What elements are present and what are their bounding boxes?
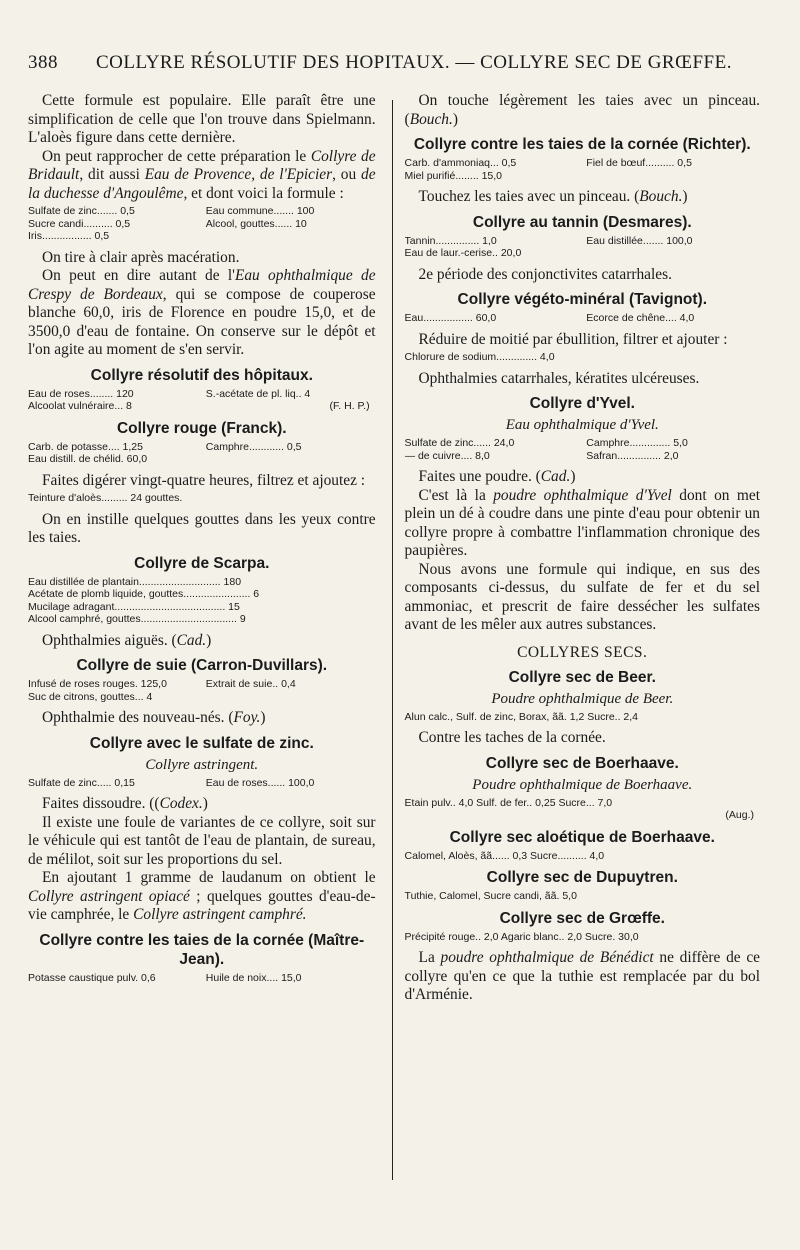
formula-tannin: Tannin............... 1,0 Eau distillée....... 100,0 Eau de laur.-cerise.. 20,0 bbox=[404, 234, 693, 259]
formula-resolutif: Eau de roses........ 120 S.-acétate de pl. liq.. 4 Alcoolat vulnéraire... 8 (F. H. P.) bbox=[28, 387, 370, 412]
section-heading: Collyre sec de Dupuytren. bbox=[486, 869, 678, 886]
subtitle: Eau ophthalmique d'Yvel. bbox=[505, 417, 659, 433]
paragraph: La poudre ophthalmique de Bénédict ne diffère de ce collyre qu'en ce que la tuthie est remplacée par du bol d'Arménie. bbox=[404, 949, 760, 1003]
section-heading: Collyre de suie (Carron-Duvillars). bbox=[76, 657, 328, 674]
formula-maitre-jean: Potasse caustique pulv. 0,6 Huile de noix.... 15,0 bbox=[28, 971, 302, 984]
paragraph: Ophthalmies catarrhales, kératites ulcéreuses. bbox=[418, 369, 700, 387]
formula-suie: Infusé de roses rouges. 125,0 Extrait de suie.. 0,4 Suc de citrons, gouttes... 4 bbox=[28, 678, 296, 703]
right-column bbox=[405, 92, 760, 1180]
formula-sulfate-zinc: Sulfate de zinc....... 0,5 Eau commune....... 100 Sucre candi.......... 0,5 Alcool, gouttes...... 10 Iris................. 0,5 bbox=[28, 205, 315, 242]
paragraph: Touchez les taies avec un pinceau. (Bouch.) bbox=[418, 188, 688, 205]
formula-scarpa: Eau distillée de plantain............................ 180 Acétate de plomb liquide, gouttes....................... 6 Mucilage adragant...................................... 15 Alcool camphré, gouttes................................. 9 bbox=[28, 575, 260, 625]
section-heading: Collyre contre les taies de la cornée (Richter). bbox=[413, 136, 751, 153]
paragraph: On peut rapprocher de cette préparation le Collyre de Bridault, dit aussi Eau de Provence, de l'Epicier, ou de la duchesse d'Angoulême, et dont voici la formule : bbox=[28, 147, 376, 202]
paragraph: Faites une poudre. (Cad.) bbox=[418, 468, 576, 485]
formula-boerhaave: Etain pulv.. 4,0 Sulf. de fer.. 0,25 Sucre... 7,0 (Aug.) bbox=[404, 796, 754, 821]
section-title: COLLYRES SECS. bbox=[517, 643, 648, 661]
formula-dupuytren: Tuthie, Calomel, Sucre candi, ãã. 5,0 bbox=[404, 890, 577, 902]
paragraph: 2e période des conjonctivites catarrhales. bbox=[418, 265, 672, 283]
paragraph: Il existe une foule de variantes de ce collyre, soit sur le véhicule qui est tantôt de l'eau de plantain, de sureau, de mélilot, soit sur les proportions du sel. bbox=[28, 813, 376, 868]
formula-beer: Alun calc., Sulf. de zinc, Borax, ãã. 1,2 Sucre.. 2,4 bbox=[404, 710, 639, 723]
formula-rouge: Carb. de potasse.... 1,25 Camphre............ 0,5 Eau distill. de chélid. 60,0 bbox=[28, 440, 302, 465]
left-column bbox=[28, 92, 386, 1180]
paragraph: Réduire de moitié par ébullition, filtrer et ajouter : bbox=[418, 330, 728, 348]
paragraph: En ajoutant 1 gramme de laudanum on obtient le Collyre astringent opiacé ; quelques gouttes d'eau-de-vie camphrée, le Collyre astringent camphré. bbox=[28, 869, 376, 923]
paragraph: Faites digérer vingt-quatre heures, filtrez et ajoutez : bbox=[42, 471, 366, 489]
running-title: COLLYRE RÉSOLUTIF DES HOPITAUX. — COLLYRE SEC DE GRŒFFE. bbox=[96, 52, 732, 73]
section-heading: Collyre sec aloétique de Boerhaave. bbox=[449, 828, 715, 846]
paragraph: Ophthalmie des nouveau-nés. (Foy.) bbox=[42, 709, 266, 726]
formula-yvel: Sulfate de zinc...... 24,0 Camphre.............. 5,0 — de cuivre.... 8,0 Safran............... 2,0 bbox=[404, 437, 688, 462]
formula-line: Chlorure de sodium.............. 4,0 bbox=[404, 351, 555, 363]
section-heading: Collyre avec le sulfate de zinc. bbox=[89, 734, 314, 752]
formula-tavignot: Eau................. 60,0 Ecorce de chêne.... 4,0 bbox=[404, 312, 695, 324]
formula-groeffe: Précipité rouge.. 2,0 Agaric blanc.. 2,0 Sucre. 30,0 bbox=[404, 930, 639, 943]
paragraph: Contre les taches de la cornée. bbox=[418, 729, 606, 746]
paragraph: Nous avons une formule qui indique, en sus des composants ci-dessus, du sulfate de fer et du sel ammoniac, et prescrit de faire dessécher les sulfates avant de les mêler aux autres substances. bbox=[404, 560, 760, 633]
section-heading: Collyre sec de Boerhaave. bbox=[485, 754, 679, 772]
page-number: 388 bbox=[28, 52, 58, 73]
section-heading: Collyre contre les taies de la cornée (Maître-Jean). bbox=[39, 931, 365, 968]
section-heading: Collyre d'Yvel. bbox=[529, 395, 635, 412]
section-heading: Collyre sec de Grœffe. bbox=[499, 909, 665, 927]
paragraph: On touche légèrement les taies avec un pinceau. (Bouch.) bbox=[404, 92, 760, 128]
paragraph: C'est là la poudre ophthalmique d'Yvel dont on met plein un dé à coudre dans une pinte d'eau pour obtenir un collyre propre à combattre l'inflammation chronique des paupières. bbox=[404, 486, 760, 559]
paragraph: On en instille quelques gouttes dans les yeux contre les taies. bbox=[28, 510, 376, 546]
formula-astringent: Sulfate de zinc..... 0,15 Eau de roses...... 100,0 bbox=[28, 776, 315, 789]
section-heading: Collyre de Scarpa. bbox=[134, 554, 270, 572]
section-heading: Collyre sec de Beer. bbox=[508, 668, 656, 686]
formula-boerhaave-aloetique: Calomel, Aloès, ãã...... 0,3 Sucre.......... 4,0 bbox=[404, 849, 605, 862]
section-heading: Collyre végéto-minéral (Tavignot). bbox=[457, 291, 708, 308]
section-heading: Collyre résolutif des hôpitaux. bbox=[90, 366, 313, 384]
section-heading: Collyre au tannin (Desmares). bbox=[472, 213, 692, 231]
paragraph: On tire à clair après macération. bbox=[42, 248, 240, 266]
paragraph: On peut en dire autant de l'Eau ophthalmique de Crespy de Bordeaux, qui se compose de couperose blanche 60,0, iris de Florence en poudre 15,0, et de 3500,0 d'eau de fontaine. On conserve sur le dépôt et l'on agite au moment de s'en servir. bbox=[28, 267, 376, 358]
paragraph: Faites dissoudre. ((Codex.) bbox=[42, 795, 208, 812]
running-head bbox=[28, 52, 760, 80]
column-divider bbox=[392, 100, 393, 1180]
subtitle: Poudre ophthalmique de Boerhaave. bbox=[472, 776, 693, 793]
subtitle: Poudre ophthalmique de Beer. bbox=[491, 690, 674, 707]
formula-richter: Carb. d'ammoniaq... 0,5 Fiel de bœuf.......... 0,5 Miel purifié........ 15,0 bbox=[404, 157, 692, 182]
paragraph: Cette formule est populaire. Elle paraît être une simplification de celle que l'on trouve dans Spielmann. L'aloès figure dans cette dernière. bbox=[28, 92, 376, 146]
section-heading: Collyre rouge (Franck). bbox=[116, 419, 287, 437]
subtitle: Collyre astringent. bbox=[145, 756, 259, 773]
formula-line: Teinture d'aloès......... 24 gouttes. bbox=[28, 492, 183, 504]
paragraph: Ophthalmies aiguës. (Cad.) bbox=[42, 631, 212, 649]
